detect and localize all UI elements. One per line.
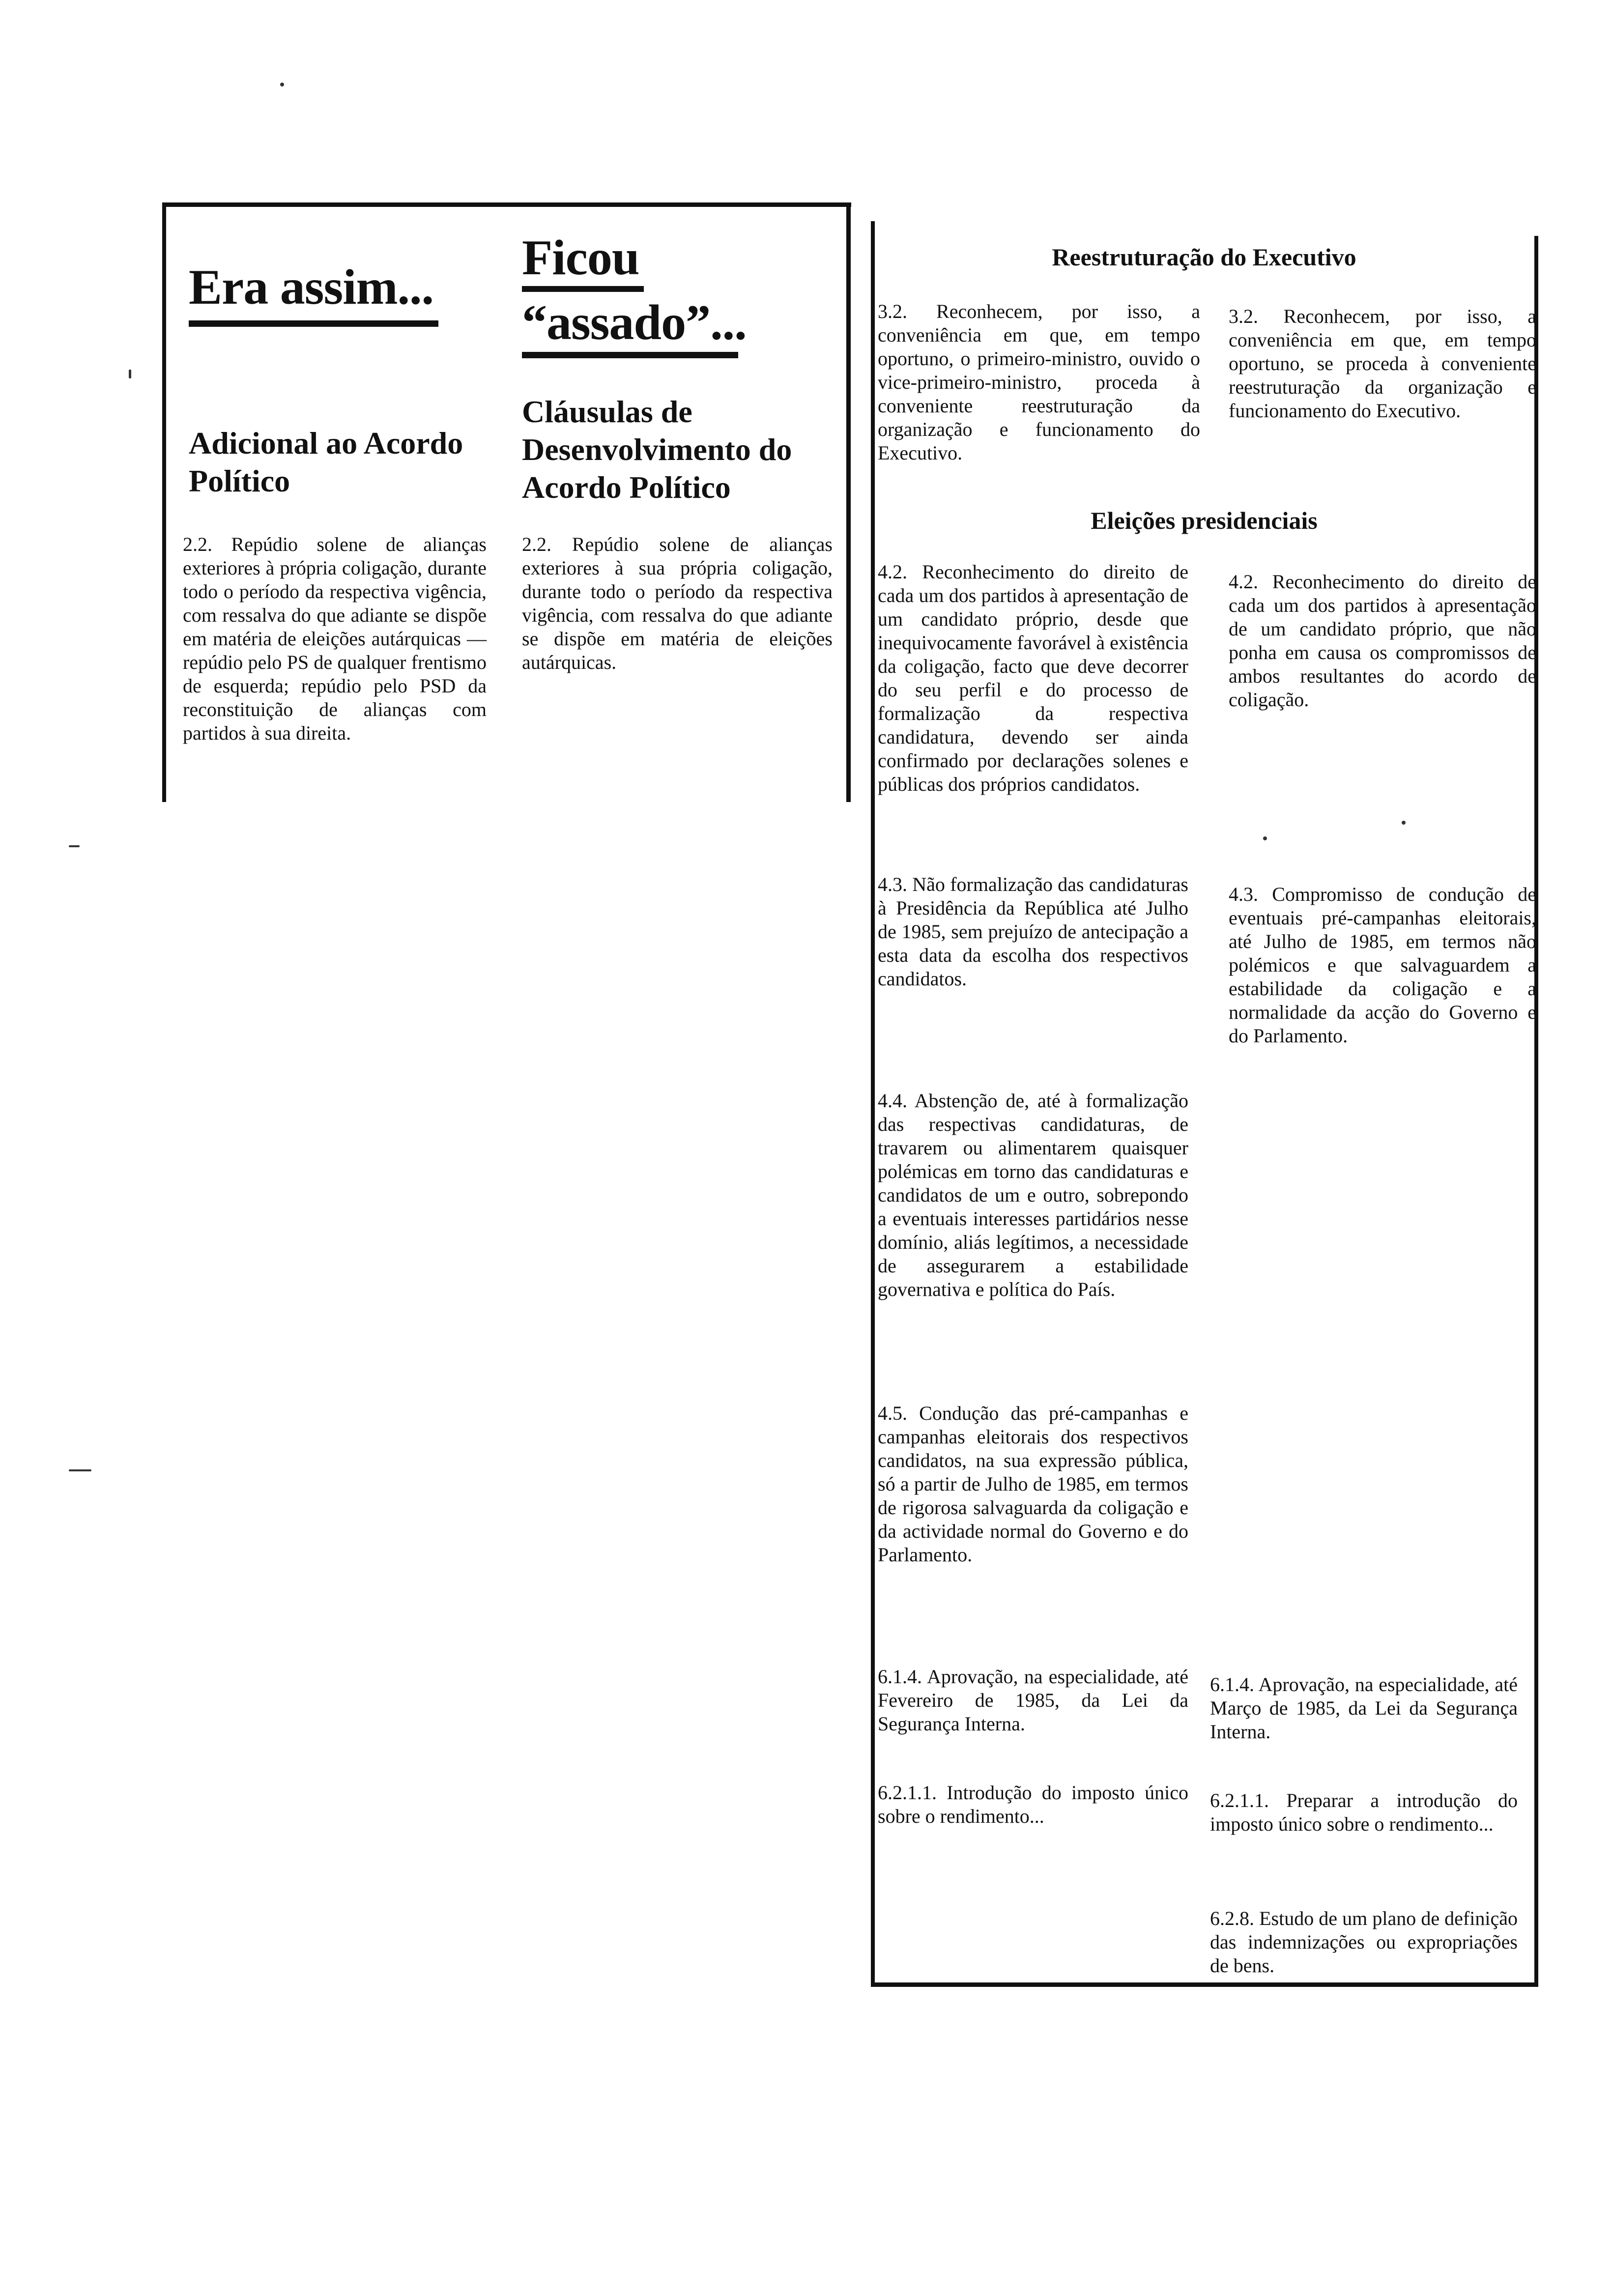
clause-2-2-before: 2.2. Repúdio solene de alianças exteriores à própria coligação, durante todo o período da respectiva vigência, com ressalva do que adiante se dispõe em matéria de eleições autárquicas — repúdio pelo PS de qualquer frentismo de esquerda; repúdio pelo PSD da reconstituição de alianças com partidos à sua direita. bbox=[183, 533, 487, 744]
clause-3-2-right: 3.2. Reconhecem, por isso, a conveniência em que, em tempo oportuno, se proceda à conveniente reestruturação da organização e funcionamento do Executivo. bbox=[1229, 305, 1536, 422]
clause-6-2-8-right: 6.2.8. Estudo de um plano de definição das indemnizações ou expropriações de bens. bbox=[1210, 1907, 1518, 1977]
left-box-top-border bbox=[162, 202, 851, 207]
clause-2-2-after: 2.2. Repúdio solene de alianças exteriores à sua própria coligação, durante todo o período da respectiva vigência, com ressalva do que adiante se dispõe em matéria de eleições autárquicas. bbox=[522, 533, 833, 673]
right-box-bottom-border bbox=[871, 1982, 1538, 1987]
clause-4-5-left: 4.5. Condução das pré-campanhas e campanhas eleitorais dos respectivos candidatos, na sua expressão pública, só a partir de Julho de 1985, em termos de rigorosa salvaguarda da coligação e da actividade normal do Governo e do Parlamento. bbox=[878, 1402, 1188, 1566]
clause-3-2-left: 3.2. Reconhecem, por isso, a conveniência em que, em tempo oportuno, o primeiro-ministro, ouvido o vice-primeiro-ministro, proceda à conveniente reestruturação da organização e funcionamento do Executivo. bbox=[878, 300, 1200, 464]
section-title-presidenciais: Eleições presidenciais bbox=[1091, 507, 1318, 534]
heading-before-underline bbox=[189, 320, 438, 327]
scan-speck bbox=[129, 370, 131, 378]
right-box-right-border bbox=[1534, 236, 1538, 1985]
clause-4-4-left: 4.4. Abstenção de, até à formalização das respectivas candidaturas, de travarem ou alimentarem quaisquer polémicas em torno das candidaturas e candidatos de um e outro, sobrepondo a eventuais interesses partidários nesse domínio, aliás legítimos, a necessidade de assegurarem a estabilidade governativa e política do País. bbox=[878, 1090, 1188, 1300]
clause-4-3-right: 4.3. Compromisso de condução de eventuais pré-campanhas eleitorais, até Julho de 1985, em termos não polémicos e que salvaguardem a estabilidade da coligação e a normalidade da acção do Governo e do Parlamento. bbox=[1229, 883, 1536, 1047]
clause-6-1-4-left: 6.1.4. Aprovação, na especialidade, até Fevereiro de 1985, da Lei da Segurança Interna. bbox=[878, 1665, 1188, 1735]
clause-6-1-4-right: 6.1.4. Aprovação, na especialidade, até Março de 1985, da Lei da Segurança Interna. bbox=[1210, 1673, 1518, 1743]
subhead-before: Adicional ao Acordo Político bbox=[189, 426, 463, 498]
clause-6-2-1-1-left: 6.2.1.1. Introdução do imposto único sobre o rendimento... bbox=[878, 1781, 1188, 1827]
right-box-left-border bbox=[871, 221, 875, 1985]
heading-after-line2: “assado”... bbox=[522, 295, 747, 350]
clause-4-2-right: 4.2. Reconhecimento do direito de cada um dos partidos à apresentação de um candidato próprio, que não ponha em causa os compromissos de ambos resultantes do acordo de coligação. bbox=[1229, 571, 1536, 711]
subhead-after: Cláusulas de Desenvolvimento do Acordo Político bbox=[522, 394, 792, 505]
clause-4-2-left: 4.2. Reconhecimento do direito de cada um dos partidos à apresentação de um candidato próprio, desde que inequivocamente favorável à existência da coligação, facto que deve decorrer do seu perfil e do processo de formalização da respectiva candidatura, devendo ser ainda confirmado por declarações solenes e públicas dos próprios candidatos. bbox=[878, 561, 1188, 795]
scan-speck bbox=[280, 83, 284, 86]
scan-speck bbox=[69, 1469, 91, 1471]
scan-speck bbox=[1263, 836, 1267, 840]
section-title-executivo: Reestruturação do Executivo bbox=[1052, 243, 1356, 271]
clause-4-3-left: 4.3. Não formalização das candidaturas à Presidência da República até Julho de 1985, sem prejuízo de antecipação a esta data da escolha dos respectivos candidatos. bbox=[878, 873, 1188, 990]
scan-speck bbox=[69, 845, 80, 847]
heading-before: Era assim... bbox=[189, 259, 433, 315]
scan-speck bbox=[1402, 821, 1406, 825]
heading-after-underline2 bbox=[522, 352, 738, 358]
clause-6-2-1-1-right: 6.2.1.1. Preparar a introdução do imposto único sobre o rendimento... bbox=[1210, 1789, 1518, 1835]
left-box-right-border bbox=[846, 202, 851, 802]
left-box-left-border bbox=[162, 202, 166, 802]
heading-after-line1: Ficou bbox=[522, 230, 639, 286]
heading-after-underline1 bbox=[522, 286, 644, 292]
